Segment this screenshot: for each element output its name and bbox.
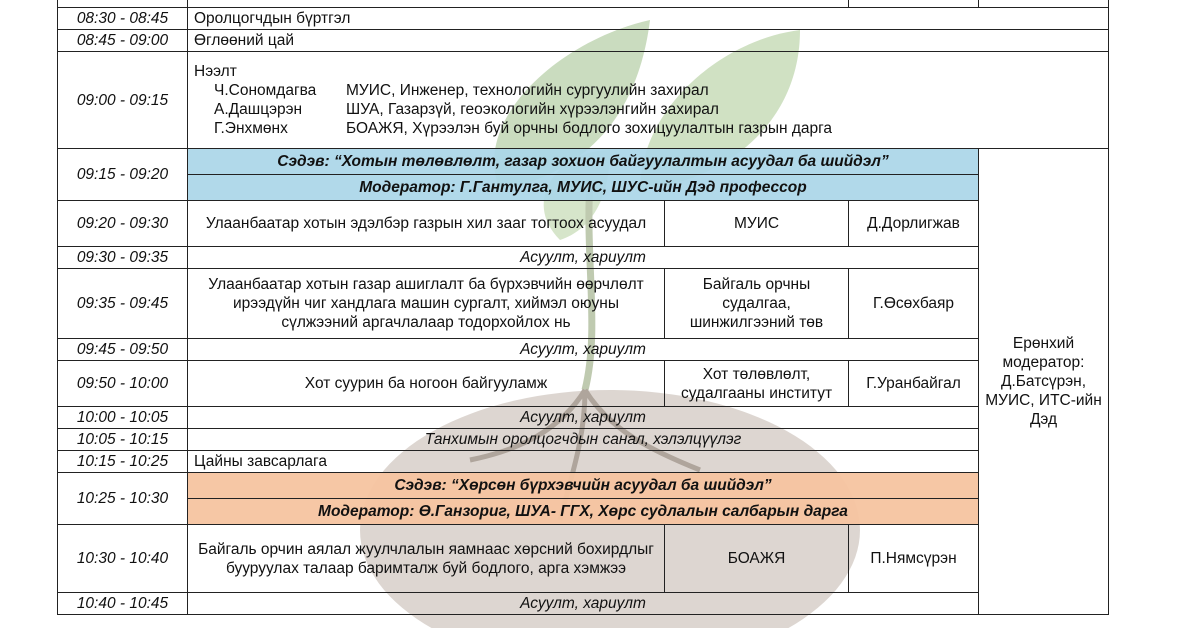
breakfast-title: Өглөөний цай (188, 30, 1109, 52)
talk-title: Улаанбаатар хотын эдэлбэр газрын хил зааг тогтоох асуудал (188, 201, 665, 247)
talk-title: Хот суурин ба ногоон байгууламж (188, 361, 665, 407)
speaker-role: ШУА, Газарзүй, геоэкологийн хүрээлэнгийн захирал (346, 101, 719, 118)
time-cell: 09:00 - 09:15 (58, 52, 188, 149)
talk-title: Улаанбаатар хотын газар ашиглалт ба бүрхэвчийн өөрчлөлт ирээдүйн чиг хандлага машин сургалт, хиймэл оюуны сүлжээний аргачлалаар тодорхойлох нь (188, 269, 665, 339)
table-row (58, 473, 1109, 499)
time-cell: 09:35 - 09:45 (58, 269, 188, 339)
talk-organization: Хот төлөвлөлт, судалгааны институт (665, 361, 849, 407)
time-cell: 10:40 - 10:45 (58, 593, 188, 615)
time-cell (58, 0, 188, 8)
speaker-role: МУИС, Инженер, технологийн сургуулийн захирал (346, 82, 709, 99)
time-cell: 09:30 - 09:35 (58, 247, 188, 269)
qa-cell: Асуулт, хариулт (188, 339, 979, 361)
time-cell: 09:50 - 10:00 (58, 361, 188, 407)
qa-cell: Асуулт, хариулт (188, 407, 979, 429)
session-moderator-banner: Модератор: Ө.Ганзориг, ШУА- ГГХ, Хөрс судлалын салбарын дарга (188, 499, 979, 525)
time-cell: 10:30 - 10:40 (58, 525, 188, 593)
time-cell: 10:15 - 10:25 (58, 451, 188, 473)
time-cell: 10:00 - 10:05 (58, 407, 188, 429)
table-row (58, 593, 1109, 615)
table-row (58, 30, 1109, 52)
table-row (58, 201, 1109, 247)
opening-speaker (194, 100, 1102, 119)
feedback-cell: Танхимын оролцогчдын санал, хэлэлцүүлэг (188, 429, 979, 451)
table-row (58, 525, 1109, 593)
talk-speaker: Г.Өсөхбаяр (849, 269, 979, 339)
speaker-role: БОАЖЯ, Хүрээлэн буй орчны бодлого зохицуулалтын газрын дарга (346, 120, 833, 137)
table-row (58, 407, 1109, 429)
speaker-name: А.Дашцэрэн (214, 101, 303, 118)
time-cell: 08:30 - 08:45 (58, 8, 188, 30)
qa-cell: Асуулт, хариулт (188, 247, 979, 269)
table-row (58, 339, 1109, 361)
speaker-name: Ч.Сономдагва (214, 82, 317, 99)
table-row (58, 247, 1109, 269)
table-row (58, 175, 1109, 201)
time-cell: 09:45 - 09:50 (58, 339, 188, 361)
session-moderator-banner: Модератор: Г.Гантулга, МУИС, ШУС-ийн Дэд профессор (188, 175, 979, 201)
table-row (58, 8, 1109, 30)
table-row (58, 0, 1109, 8)
table-row (58, 149, 1109, 175)
time-cell: 09:20 - 09:30 (58, 201, 188, 247)
opening-cell (188, 52, 1109, 149)
talk-speaker: П.Нямсүрэн (849, 525, 979, 593)
empty-cell (979, 0, 1109, 8)
time-cell: 08:45 - 09:00 (58, 30, 188, 52)
opening-heading: Нээлт (194, 63, 237, 80)
talk-speaker: Г.Уранбайгал (849, 361, 979, 407)
talk-organization: Байгаль орчны судалгаа, шинжилгээний төв (665, 269, 849, 339)
empty-cell (849, 0, 979, 8)
time-cell: 09:15 - 09:20 (58, 149, 188, 201)
talk-organization: БОАЖЯ (665, 525, 849, 593)
table-row (58, 499, 1109, 525)
qa-cell: Асуулт, хариулт (188, 593, 979, 615)
speaker-name: Г.Энхмөнх (214, 120, 288, 137)
table-row (58, 429, 1109, 451)
schedule-table (57, 0, 1109, 615)
talk-organization: МУИС (665, 201, 849, 247)
table-row (58, 361, 1109, 407)
title-cell (188, 0, 849, 8)
opening-speaker (194, 119, 1102, 138)
tea-break-cell: Цайны завсарлага (188, 451, 979, 473)
registration-title: Оролцогчдын бүртгэл (188, 8, 1109, 30)
time-cell: 10:05 - 10:15 (58, 429, 188, 451)
table-row (58, 269, 1109, 339)
talk-speaker: Д.Дорлигжав (849, 201, 979, 247)
time-cell: 10:25 - 10:30 (58, 473, 188, 525)
session-topic-banner: Сэдэв: “Хотын төлөвлөлт, газар зохион байгуулалтын асуудал ба шийдэл” (188, 149, 979, 175)
session-topic-banner: Сэдэв: “Хөрсөн бүрхэвчийн асуудал ба шийдэл” (188, 473, 979, 499)
talk-title: Байгаль орчин аялал жуулчлалын яамнаас хөрсний бохирдлыг бууруулах талаар баримталж буй бодлого, арга хэмжээ (188, 525, 665, 593)
table-row (58, 451, 1109, 473)
general-moderator-cell: Ерөнхий модератор: Д.Батсүрэн, МУИС, ИТС-ийн Дэд (979, 149, 1109, 615)
opening-speaker (194, 81, 1102, 100)
table-row (58, 52, 1109, 149)
